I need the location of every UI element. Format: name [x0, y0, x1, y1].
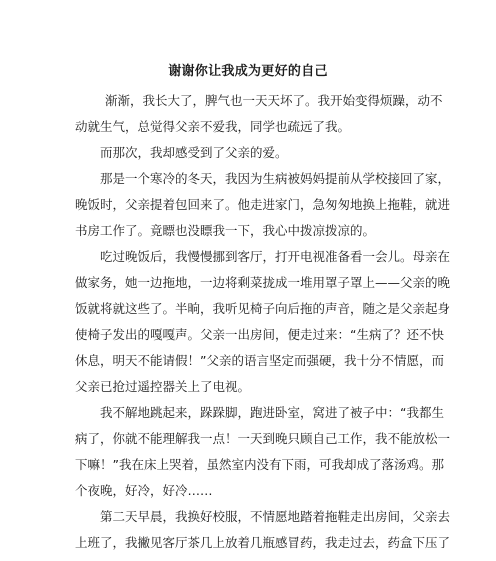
text-line: 做家务，她一边拖地，一边将剩菜拢成一堆用罩子罩上——父亲的晚 — [75, 275, 451, 290]
text-line: 使椅子发出的嘎嘎声。父亲一出房间，便走过来：“生病了？还不快 — [75, 327, 444, 342]
text-line: 晚饭时，父亲提着包回来了。他走进家门，急匆匆地换上拖鞋，就进 — [75, 197, 451, 212]
text-line: 父亲已抢过遥控器关上了电视。 — [75, 379, 251, 394]
text-line: 渐渐，我长大了，脾气也一天天坏了。我开始变得烦躁，动不 — [105, 93, 443, 108]
text-line: 我不解地跳起来，跺跺脚，跑进卧室，窝进了被子中：“我都生 — [100, 405, 444, 420]
text-line: 休息，明天不能请假！”父亲的语言坚定而强硬，我十分不情愿，而 — [75, 353, 444, 368]
text-line: 饭就将就这些了。半晌，我听见椅子向后拖的声音，随之是父亲起身 — [75, 301, 451, 316]
text-line: 那是一个寒冷的冬天，我因为生病被妈妈提前从学校接回了家， — [100, 171, 451, 186]
article-body — [75, 88, 451, 556]
article-title: 谢谢你让我成为更好的自己 — [168, 64, 328, 79]
text-line: 吃过晚饭后，我慢慢挪到客厅，打开电视准备看一会儿。母亲在 — [100, 249, 451, 264]
text-line: 上班了，我撇见客厅茶几上放着几瓶感冒药，我走过去，药盒下压了 — [75, 535, 451, 550]
text-line: 而那次，我却感受到了父亲的爱。 — [100, 145, 288, 160]
text-line: 病了，你就不能理解我一点！一天到晚只顾自己工作，我不能放松一 — [75, 431, 451, 446]
text-line: 书房工作了。竟瞟也没瞟我一下，我心中拨凉拨凉的。 — [75, 223, 376, 238]
text-line: 个夜晚，好冷，好冷…… — [75, 483, 213, 498]
text-line: 第二天早晨，我换好校服，不情愿地踏着拖鞋走出房间，父亲去 — [100, 509, 451, 524]
text-line: 下嘛！”我在床上哭着，虽然室内没有下雨，可我却成了落汤鸡。那 — [75, 457, 444, 472]
text-line: 动就生气，总觉得父亲不爱我，同学也疏远了我。 — [75, 119, 351, 134]
